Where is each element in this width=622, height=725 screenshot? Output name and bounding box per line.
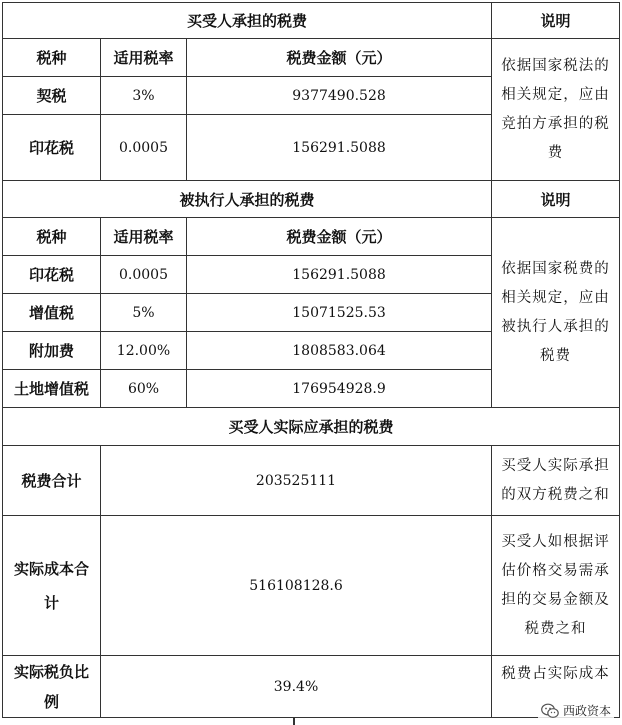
section1-title: 买受人承担的税费 [3, 3, 492, 39]
note-line: 费 [547, 144, 564, 161]
note-line: 依据国家税费的 [501, 260, 610, 277]
summary-value-cell: 203525111 [101, 446, 492, 516]
summary-label-cell [3, 516, 101, 656]
col-tax-type: 税种 [3, 218, 101, 256]
rate-cell: 0.0005 [101, 115, 187, 181]
section1-note [492, 39, 620, 181]
section1-header-row [3, 3, 620, 39]
rate-cell: 5% [101, 294, 187, 332]
note-line: 相关规定，应由 [501, 86, 610, 103]
summary-label-cell [3, 656, 101, 718]
tax-type-cell: 增值税 [3, 294, 101, 332]
col-amount: 税费金额（元） [187, 39, 492, 77]
note-line: 竞拍方承担的税 [501, 115, 610, 132]
summary-note-cell [492, 446, 620, 516]
amount-cell: 176954928.9 [187, 370, 492, 408]
table-border-stub [293, 717, 295, 725]
summary-value-cell: 39.4% [101, 656, 492, 718]
rate-cell: 12.00% [101, 332, 187, 370]
section2-note [492, 218, 620, 408]
label-line: 例 [43, 692, 59, 711]
rate-cell: 0.0005 [101, 256, 187, 294]
section3-title: 买受人实际应承担的税费 [3, 408, 620, 446]
table-row [3, 656, 620, 718]
tax-type-cell: 印花税 [3, 115, 101, 181]
amount-cell: 1808583.064 [187, 332, 492, 370]
rate-cell: 3% [101, 77, 187, 115]
section2-title: 被执行人承担的税费 [3, 181, 492, 218]
label-line: 实际成本合 [13, 559, 89, 578]
note-line: 相关规定，应由 [501, 289, 610, 306]
section1-note-header: 说明 [492, 3, 620, 39]
col-tax-type: 税种 [3, 39, 101, 77]
table-row [3, 516, 620, 656]
note-line: 买受人如根据评 [501, 533, 610, 550]
section2-header-row [3, 181, 620, 218]
col-rate: 适用税率 [101, 39, 187, 77]
section2-column-row [3, 218, 620, 256]
tax-table [2, 2, 620, 718]
tax-type-cell: 土地增值税 [3, 370, 101, 408]
amount-cell: 9377490.528 [187, 77, 492, 115]
summary-label-cell [3, 446, 101, 516]
label-line: 税费合计 [21, 472, 82, 490]
wechat-icon [541, 703, 559, 719]
note-line: 税费 [540, 347, 572, 364]
rate-cell: 60% [101, 370, 187, 408]
table-row [3, 446, 620, 516]
amount-cell: 15071525.53 [187, 294, 492, 332]
note-line: 的双方税费之和 [501, 486, 610, 503]
watermark-text: 西政资本 [562, 704, 611, 718]
summary-value-cell: 516108128.6 [101, 516, 492, 656]
section3-header-row [3, 408, 620, 446]
amount-cell: 156291.5088 [187, 256, 492, 294]
section1-column-row [3, 39, 620, 77]
note-line: 买受人实际承担 [501, 457, 610, 474]
label-line: 计 [43, 593, 59, 612]
amount-cell: 156291.5088 [187, 115, 492, 181]
col-rate: 适用税率 [101, 218, 187, 256]
summary-note-cell [492, 516, 620, 656]
tax-type-cell: 契税 [3, 77, 101, 115]
note-line: 估价格交易需承 [501, 562, 610, 579]
watermark [538, 701, 614, 720]
section2-note-header: 说明 [492, 181, 620, 218]
tax-type-cell: 附加费 [3, 332, 101, 370]
note-line: 依据国家税法的 [501, 57, 610, 74]
label-line: 实际税负比 [13, 662, 89, 681]
note-line: 被执行人承担的 [501, 318, 610, 335]
tax-type-cell: 印花税 [3, 256, 101, 294]
col-amount: 税费金额（元） [187, 218, 492, 256]
note-line: 税费之和 [524, 620, 587, 637]
note-line: 税费占实际成本 [501, 666, 610, 682]
note-line: 担的交易金额及 [501, 591, 610, 608]
